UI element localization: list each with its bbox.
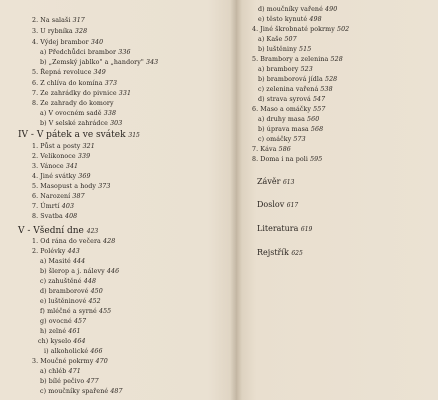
section-literatura: Literatura 619 bbox=[257, 224, 313, 233]
toc-subentry: c) zahuštěné 448 bbox=[40, 278, 97, 285]
toc-subentry: e) těsto kynuté 498 bbox=[258, 16, 322, 23]
toc-subentry: b) úprava masa 568 bbox=[258, 126, 324, 133]
toc-subentry: b) bramborová jídla 528 bbox=[258, 76, 338, 83]
toc-subentry: a) V ovocném sadě 338 bbox=[40, 110, 117, 117]
toc-subentry: c) omáčky 573 bbox=[258, 136, 306, 143]
toc-subentry: b) „Zemský jablko" a „handory" 343 bbox=[40, 59, 159, 66]
toc-entry: 2. Velikonoce 339 bbox=[32, 153, 91, 160]
toc-subentry: a) Masité 444 bbox=[40, 258, 86, 265]
toc-subentry: c) moučníky spařené 487 bbox=[40, 388, 123, 395]
toc-subentry: b) šlerop a j. nálevy 446 bbox=[40, 268, 120, 275]
section-heading: IV - V pátek a ve svátek 315 bbox=[18, 130, 140, 140]
toc-entry: 5. Masopust a hody 373 bbox=[32, 183, 111, 190]
toc-entry: 2. Polévky 443 bbox=[32, 248, 80, 255]
toc-entry: 8. Doma i na poli 595 bbox=[252, 156, 323, 163]
toc-subentry: d) strava syrová 547 bbox=[258, 96, 326, 103]
book-gutter bbox=[230, 0, 242, 400]
toc-subentry: a) chléb 471 bbox=[40, 368, 81, 375]
toc-subentry: b) bílé pečivo 477 bbox=[40, 378, 99, 385]
toc-subentry: ch) kyselo 464 bbox=[38, 338, 86, 345]
toc-entry: 7. Úmrtí 403 bbox=[32, 203, 75, 210]
toc-entry: 7. Ze zahrádky do pivnice 331 bbox=[32, 90, 132, 97]
toc-subentry: d) moučníky vařené 490 bbox=[258, 6, 338, 13]
toc-subentry: e) luštěninové 452 bbox=[40, 298, 101, 305]
toc-entry: 4. Jiné škrobnaté pokrmy 502 bbox=[252, 26, 350, 33]
toc-entry: 5. Řepná revoluce 349 bbox=[32, 69, 106, 76]
toc-entry: 6. Z chlíva do komína 373 bbox=[32, 80, 118, 87]
toc-entry: 3. Vánoce 341 bbox=[32, 163, 79, 170]
toc-subentry: c) zelenina vařená 538 bbox=[258, 86, 333, 93]
toc-entry: 4. Výdej brambor 340 bbox=[32, 39, 104, 46]
section-zaver: Závěr 613 bbox=[257, 177, 295, 186]
toc-subentry: a) Kaše 507 bbox=[258, 36, 297, 43]
toc-subentry: d) bramborové 450 bbox=[40, 288, 103, 295]
section-heading: V - Všední dne 423 bbox=[18, 226, 99, 236]
toc-entry: 2. Na salaši 317 bbox=[32, 17, 85, 24]
toc-subentry: a) brambory 523 bbox=[258, 66, 313, 73]
right-page bbox=[236, 0, 438, 400]
toc-subentry: g) ovocné 457 bbox=[40, 318, 87, 325]
toc-subentry: i) alkoholické 466 bbox=[44, 348, 103, 355]
toc-entry: 3. Moučné pokrmy 470 bbox=[32, 358, 108, 365]
section-rejstrik: Rejstřík 625 bbox=[257, 248, 303, 257]
toc-entry: 8. Ze zahrady do komory bbox=[32, 100, 114, 107]
toc-subentry: b) luštěniny 515 bbox=[258, 46, 312, 53]
section-doslov: Doslov 617 bbox=[257, 200, 299, 209]
toc-subentry: b) V selské zahrádce 303 bbox=[40, 120, 123, 127]
toc-entry: 1. Půst a posty 321 bbox=[32, 143, 95, 150]
toc-entry: 1. Od rána do večera 428 bbox=[32, 238, 116, 245]
toc-entry: 4. Jiné svátky 369 bbox=[32, 173, 91, 180]
toc-subentry: f) mléčné a syrné 455 bbox=[40, 308, 112, 315]
toc-entry: 7. Káva 586 bbox=[252, 146, 291, 153]
toc-subentry: a) Předchůdci brambor 336 bbox=[40, 49, 131, 56]
toc-entry: 6. Maso a omáčky 557 bbox=[252, 106, 326, 113]
toc-subentry: h) zelné 461 bbox=[40, 328, 81, 335]
toc-entry: 3. U rybníka 328 bbox=[32, 28, 88, 35]
toc-subentry: a) druhy masa 560 bbox=[258, 116, 320, 123]
toc-entry: 8. Svatba 408 bbox=[32, 213, 78, 220]
toc-entry: 5. Brambory a zelenina 528 bbox=[252, 56, 343, 63]
toc-entry: 6. Narození 387 bbox=[32, 193, 85, 200]
